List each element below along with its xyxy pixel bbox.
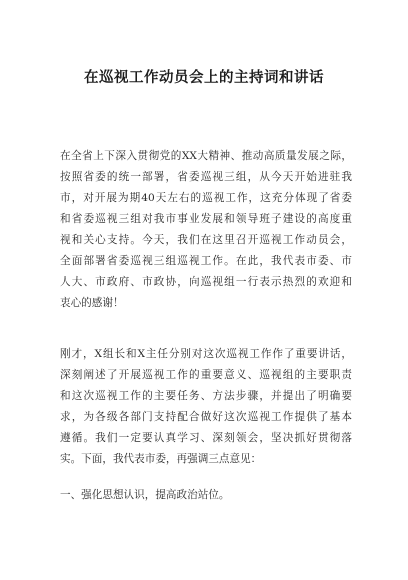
paragraph-line: 实。下面，我代表市委，再强调三点意见： — [60, 453, 262, 465]
paragraph-line: 视和关心支持。今天，我们在这里召开巡视工作动员会， — [60, 234, 352, 246]
paragraph-line: 全面部署省委巡视三组巡视工作。在此，我代表市委、市 — [60, 255, 352, 267]
paragraph-opening — [60, 146, 352, 314]
paragraph-line: 一、强化思想认识，提高政治站位。 — [60, 489, 230, 501]
paragraph-line: 和省委巡视三组对我市事业发展和领导班子建设的高度重 — [60, 213, 352, 225]
document-title: 在巡视工作动员会上的主持词和讲话 — [84, 70, 324, 86]
paragraph-line: 在全省上下深入贯彻党的XX大精神、推动高质量发展之际， — [60, 150, 352, 162]
paragraph-remarks — [60, 344, 352, 470]
section-heading-one — [60, 485, 352, 506]
paragraph-line: 深刻阐述了开展巡视工作的重要意义、巡视组的主要职责 — [60, 369, 352, 381]
paragraph-line: 遵循。我们一定要认真学习、深刻领会，坚决抓好贯彻落 — [60, 432, 352, 444]
paragraph-line: 按照省委的统一部署，省委巡视三组，从今天开始进驻我 — [60, 171, 352, 183]
paragraph-line: 刚才，X组长和X主任分别对这次巡视工作作了重要讲话， — [60, 348, 352, 360]
paragraph-line: 和这次巡视工作的主要任务、方法步骤，并提出了明确要 — [60, 390, 352, 402]
paragraph-line: 市，对开展为期40天左右的巡视工作，这充分体现了省委 — [60, 192, 352, 204]
paragraph-line: 衷心的感谢！ — [60, 297, 124, 309]
paragraph-line: 人大、市政府、市政协，向巡视组一行表示热烈的欢迎和 — [60, 276, 352, 288]
paragraph-line: 求，为各级各部门支持配合做好这次巡视工作提供了基本 — [60, 411, 352, 423]
